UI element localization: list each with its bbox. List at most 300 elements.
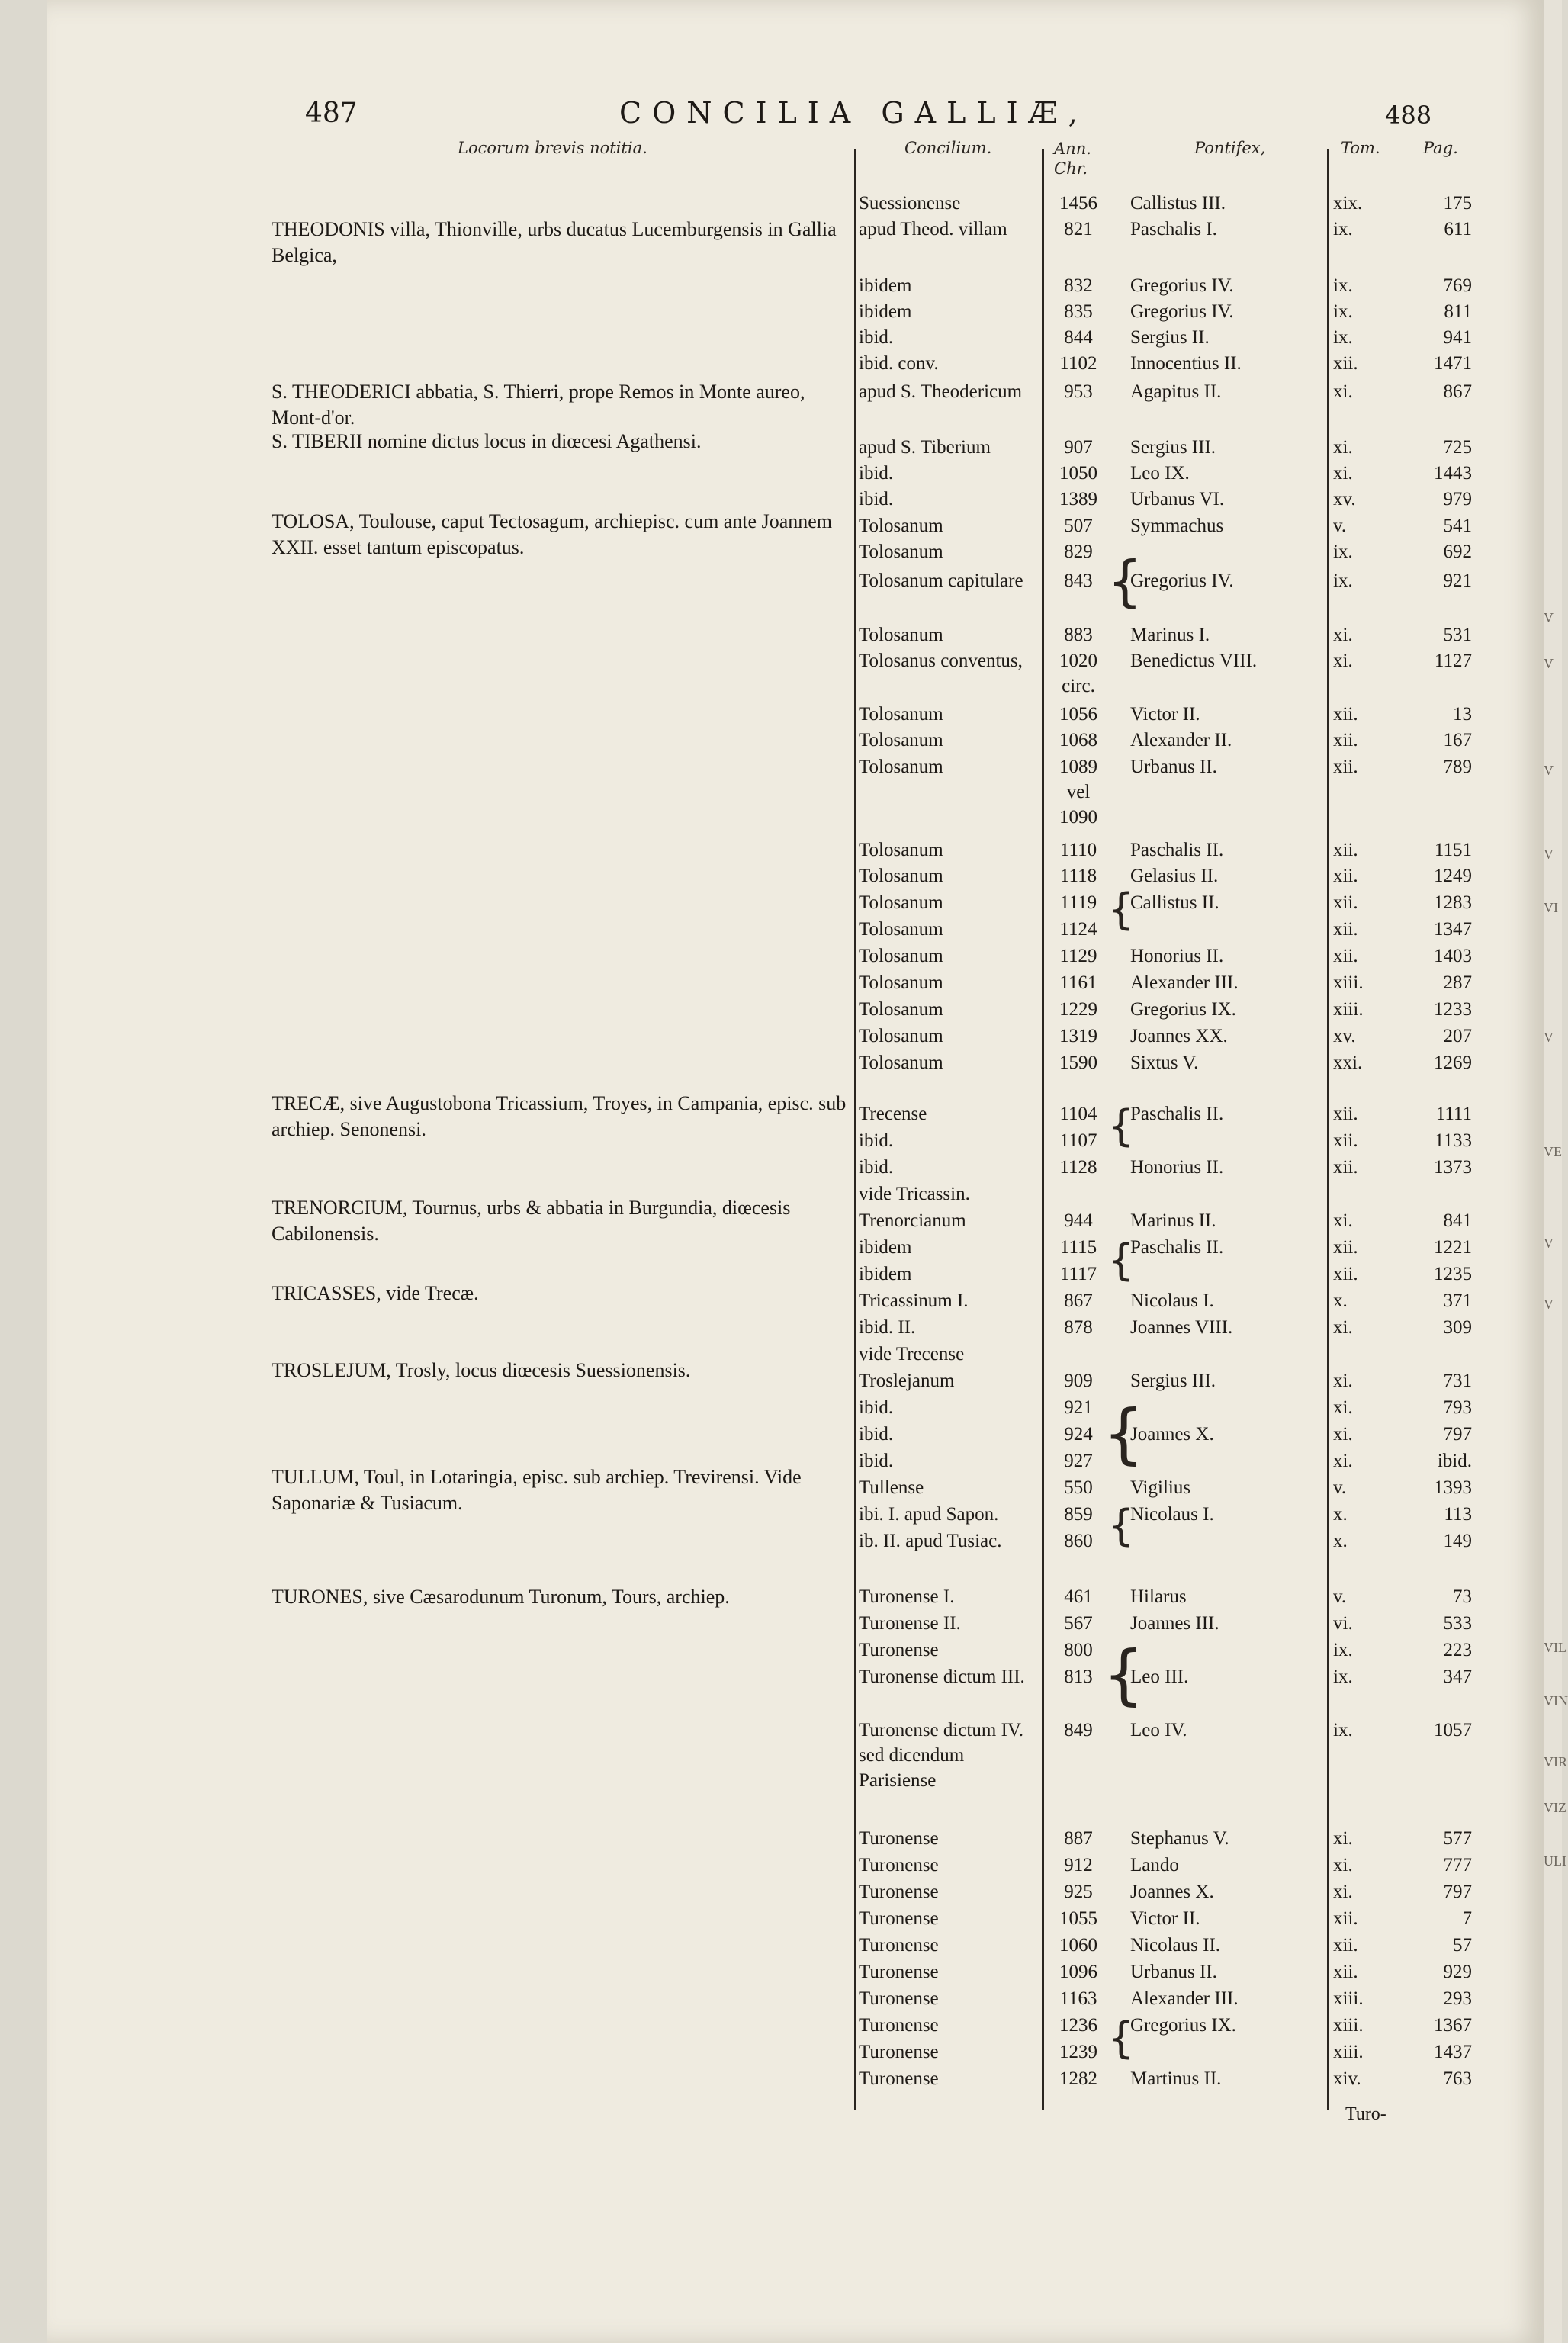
volume-cell: xv. xyxy=(1333,1026,1356,1046)
volume-cell: v. xyxy=(1333,1586,1347,1607)
pope-cell: Victor II. xyxy=(1130,704,1200,725)
pope-cell: Paschalis II. xyxy=(1130,840,1224,860)
page-cell: 1057 xyxy=(1434,1720,1472,1740)
concilium-cell: Trecense xyxy=(859,1104,927,1124)
year-cell: 1389 xyxy=(1059,489,1097,509)
pope-cell: Callistus II. xyxy=(1130,892,1219,913)
running-title: CONCILIA GALLIÆ, xyxy=(619,96,1088,130)
year-cell: 1590 xyxy=(1059,1053,1097,1073)
volume-cell: xii. xyxy=(1333,1962,1358,1982)
year-cell: 1117 xyxy=(1059,1264,1097,1284)
year-cell: 883 xyxy=(1064,625,1093,645)
location-entry: TOLOSA, Toulouse, caput Tectosagum, archiepisc. cum ante Joannem XXII. esset tantum episcopatus. xyxy=(272,510,833,558)
pope-cell: Symmachus xyxy=(1130,516,1224,536)
volume-cell: xiii. xyxy=(1333,2015,1364,2036)
facing-page-edge-mark: VE xyxy=(1544,1144,1562,1159)
concilium-cell: vide Tricassin. xyxy=(859,1184,970,1204)
concilium-cell: apud S. Theodericum xyxy=(859,381,1023,402)
book-page xyxy=(47,0,1544,2343)
year-cell: 1060 xyxy=(1059,1935,1097,1956)
pope-cell: Paschalis II. xyxy=(1130,1237,1224,1258)
page-cell: 1347 xyxy=(1434,919,1472,940)
concilium-cell: Turonense xyxy=(859,2015,939,2036)
pope-cell: Gregorius IV. xyxy=(1130,275,1234,296)
pope-cell: Leo III. xyxy=(1130,1666,1189,1687)
pope-cell: Joannes X. xyxy=(1130,1424,1214,1445)
pope-cell: Urbanus VI. xyxy=(1130,489,1225,509)
pope-cell: Honorius II. xyxy=(1130,1157,1224,1178)
volume-cell: xi. xyxy=(1333,437,1353,458)
volume-cell: xi. xyxy=(1333,1855,1353,1875)
facing-page-edge-mark: ULI xyxy=(1544,1853,1566,1869)
page-cell: 1233 xyxy=(1434,999,1472,1020)
pope-cell: Alexander III. xyxy=(1130,1988,1239,2009)
concilium-cell: Turonense xyxy=(859,1828,939,1849)
concilium-cell: Tolosanum xyxy=(859,866,943,886)
page-cell: 1111 xyxy=(1435,1104,1472,1124)
pope-cell: Vigilius xyxy=(1130,1477,1191,1498)
location-entry: S. TIBERII nomine dictus locus in diœcesi Agathensi. xyxy=(272,430,702,452)
concilium-cell: Tolosanum xyxy=(859,999,943,1020)
page-cell: 175 xyxy=(1443,193,1472,214)
year-cell: 843 xyxy=(1064,570,1093,591)
concilium-cell: Tolosanus conventus, xyxy=(859,651,1023,671)
year-cell: 1068 xyxy=(1059,730,1097,750)
pope-cell: Leo IX. xyxy=(1130,463,1190,484)
pope-cell: Sergius III. xyxy=(1130,1371,1216,1391)
facing-page-edge-mark: VIZ xyxy=(1544,1800,1566,1815)
col-header-concilium: Concilium. xyxy=(904,139,992,157)
concilium-cell: Tricassinum I. xyxy=(859,1290,969,1311)
concilium-cell: Turonense dictum III. xyxy=(859,1666,1025,1687)
page-cell: 867 xyxy=(1443,381,1472,402)
catchword: Turo- xyxy=(1345,2104,1386,2124)
concilium-cell: Turonense xyxy=(859,1640,939,1660)
page-cell: 293 xyxy=(1443,1988,1472,2009)
location-entry: TRICASSES, vide Trecæ. xyxy=(272,1282,479,1304)
page-cell: 57 xyxy=(1453,1935,1472,1956)
volume-cell: ix. xyxy=(1333,327,1353,348)
volume-cell: ix. xyxy=(1333,570,1353,591)
year-cell: 507 xyxy=(1064,516,1093,536)
volume-cell: xi. xyxy=(1333,1451,1353,1471)
page-cell: 1221 xyxy=(1434,1237,1472,1258)
brace-4: { xyxy=(1107,1236,1135,1285)
page-cell: 1367 xyxy=(1434,2015,1472,2036)
year-cell: 1239 xyxy=(1059,2042,1097,2062)
page-cell: 371 xyxy=(1443,1290,1472,1311)
pope-cell: Honorius II. xyxy=(1130,946,1224,966)
volume-cell: xii. xyxy=(1333,1908,1358,1929)
year-cell: 927 xyxy=(1064,1451,1093,1471)
page-cell: 841 xyxy=(1443,1210,1472,1231)
year-cell: 921 xyxy=(1064,1397,1093,1418)
concilium-cell: Turonense xyxy=(859,2068,939,2089)
location-entry: TRENORCIUM, Tournus, urbs & abbatia in Burgundia, diœcesis Cabilonensis. xyxy=(272,1197,791,1245)
concilium-cell: Turonense II. xyxy=(859,1613,961,1634)
pope-cell: Joannes XX. xyxy=(1130,1026,1228,1046)
concilium-cell: Trenorcianum xyxy=(859,1210,966,1231)
year-cell: 1056 xyxy=(1059,704,1097,725)
page-cell: 797 xyxy=(1443,1882,1472,1902)
volume-cell: xii. xyxy=(1333,1264,1358,1284)
pope-cell: Sixtus V. xyxy=(1130,1053,1199,1073)
facing-page-edge-mark: V xyxy=(1544,656,1554,671)
year-cell: 1456 xyxy=(1059,193,1097,214)
pope-cell: Innocentius II. xyxy=(1130,353,1242,374)
concilium-cell: ibid. conv. xyxy=(859,353,939,374)
year-cell: 909 xyxy=(1064,1371,1093,1391)
volume-cell: xxi. xyxy=(1333,1053,1363,1073)
concilium-cell: ibidem xyxy=(859,301,912,322)
volume-cell: ix. xyxy=(1333,542,1353,562)
page-cell: 929 xyxy=(1443,1962,1472,1982)
year-cell: 1229 xyxy=(1059,999,1097,1020)
volume-cell: xi. xyxy=(1333,1317,1353,1338)
volume-cell: ix. xyxy=(1333,1666,1353,1687)
pope-cell: Nicolaus I. xyxy=(1130,1504,1214,1525)
page-cell: 309 xyxy=(1443,1317,1472,1338)
page-cell: 1471 xyxy=(1434,353,1472,374)
concilium-cell: ibid. xyxy=(859,327,894,348)
concilium-cell: Turonense xyxy=(859,1908,939,1929)
page-cell: 797 xyxy=(1443,1424,1472,1445)
pope-cell: Callistus III. xyxy=(1130,193,1226,214)
volume-cell: x. xyxy=(1333,1531,1348,1551)
pope-cell: Paschalis II. xyxy=(1130,1104,1224,1124)
concilium-cell: Tolosanum xyxy=(859,892,943,913)
concilium-cell: ibid. xyxy=(859,1451,894,1471)
page-cell: 789 xyxy=(1443,757,1472,777)
page-cell: 207 xyxy=(1443,1026,1472,1046)
concilium-cell: ibidem xyxy=(859,1237,912,1258)
page-cell: 921 xyxy=(1443,570,1472,591)
brace-2: { xyxy=(1107,885,1135,934)
year-cell: 860 xyxy=(1064,1531,1093,1551)
page-cell: 533 xyxy=(1443,1613,1472,1634)
concilium-cell: ibid. xyxy=(859,489,894,509)
volume-cell: xi. xyxy=(1333,1424,1353,1445)
pope-cell: Stephanus V. xyxy=(1130,1828,1229,1849)
facing-page-edge-mark: VIL xyxy=(1544,1640,1566,1655)
pope-cell: Gregorius IV. xyxy=(1130,301,1234,322)
page-cell: 793 xyxy=(1443,1397,1472,1418)
concilium-cell: ib. II. apud Tusiac. xyxy=(859,1531,1002,1551)
page-cell: 979 xyxy=(1443,489,1472,509)
page-cell: 149 xyxy=(1443,1531,1472,1551)
volume-cell: xii. xyxy=(1333,1237,1358,1258)
pope-cell: Alexander III. xyxy=(1130,972,1239,993)
concilium-cell: ibid. xyxy=(859,1130,894,1151)
volume-cell: xii. xyxy=(1333,1104,1358,1124)
concilium-cell: Turonense xyxy=(859,1935,939,1956)
concilium-cell: Turonense xyxy=(859,1962,939,1982)
concilium-cell: Tolosanum capitulare xyxy=(859,570,1023,591)
brace-5: { xyxy=(1103,1396,1145,1472)
pope-cell: Lando xyxy=(1130,1855,1179,1875)
year-cell: 1319 xyxy=(1059,1026,1097,1046)
pope-cell: Leo IV. xyxy=(1130,1720,1187,1740)
year-cell: 461 xyxy=(1064,1586,1093,1607)
pope-cell: Victor II. xyxy=(1130,1908,1200,1929)
facing-page-edge-mark: VI xyxy=(1544,900,1558,915)
pope-cell: Benedictus VIII. xyxy=(1130,651,1258,671)
location-entry: S. THEODERICI abbatia, S. Thierri, prope Remos in Monte aureo, Mont-d'or. xyxy=(272,381,805,429)
year-cell: 1236 xyxy=(1059,2015,1097,2036)
concilium-cell: ibid. xyxy=(859,1397,894,1418)
column-rule-3 xyxy=(1327,149,1329,2110)
year-cell: 953 xyxy=(1064,381,1093,402)
facing-page-edge-mark: V xyxy=(1544,610,1554,625)
location-entry: TROSLEJUM, Trosly, locus diœcesis Suessionensis. xyxy=(272,1359,691,1381)
volume-cell: xii. xyxy=(1333,840,1358,860)
year-cell: 829 xyxy=(1064,542,1093,562)
pope-cell: Sergius III. xyxy=(1130,437,1216,458)
concilium-cell: Tullense xyxy=(859,1477,924,1498)
facing-page-edge-mark: VIR xyxy=(1544,1754,1567,1769)
page-cell: 731 xyxy=(1443,1371,1472,1391)
year-cell: 1110 xyxy=(1059,840,1097,860)
page-cell: 1437 xyxy=(1434,2042,1472,2062)
page-cell: 1443 xyxy=(1434,463,1472,484)
year-cell: 925 xyxy=(1064,1882,1093,1902)
year-cell: 567 xyxy=(1064,1613,1093,1634)
volume-cell: xii. xyxy=(1333,892,1358,913)
year-cell: 1115 xyxy=(1059,1237,1097,1258)
page-cell: 7 xyxy=(1462,1908,1472,1929)
concilium-cell: Tolosanum xyxy=(859,625,943,645)
volume-cell: xiii. xyxy=(1333,999,1364,1020)
facing-page-edge-mark: V xyxy=(1544,1297,1554,1312)
year-cell: 1129 xyxy=(1059,946,1097,966)
year-cell: 821 xyxy=(1064,219,1093,239)
page-cell: 577 xyxy=(1443,1828,1472,1849)
year-cell: 835 xyxy=(1064,301,1093,322)
concilium-cell: Turonense xyxy=(859,1855,939,1875)
page-cell: 725 xyxy=(1443,437,1472,458)
facing-page-edge-mark: VIN xyxy=(1544,1693,1568,1708)
volume-cell: xix. xyxy=(1333,193,1363,214)
year-cell: 867 xyxy=(1064,1290,1093,1311)
page-cell: 531 xyxy=(1443,625,1472,645)
volume-cell: xi. xyxy=(1333,651,1353,671)
year-cell: 1050 xyxy=(1059,463,1097,484)
pope-cell: Nicolaus II. xyxy=(1130,1935,1221,1956)
page-cell: 692 xyxy=(1443,542,1472,562)
concilium-cell: Turonense xyxy=(859,1988,939,2009)
page-cell: 1393 xyxy=(1434,1477,1472,1498)
pope-cell: Marinus I. xyxy=(1130,625,1210,645)
volume-cell: xiii. xyxy=(1333,972,1364,993)
concilium-cell: Tolosanum xyxy=(859,757,943,777)
page-cell: 941 xyxy=(1443,327,1472,348)
year-cell: 550 xyxy=(1064,1477,1093,1498)
page-cell: 1127 xyxy=(1434,651,1472,671)
pope-cell: Gelasius II. xyxy=(1130,866,1219,886)
volume-cell: xiv. xyxy=(1333,2068,1361,2089)
pope-cell: Gregorius IX. xyxy=(1130,2015,1236,2036)
concilium-cell: Troslejanum xyxy=(859,1371,955,1391)
volume-cell: xii. xyxy=(1333,757,1358,777)
page-cell: 811 xyxy=(1444,301,1472,322)
year-cell: 1104 xyxy=(1059,1104,1097,1124)
brace-3: { xyxy=(1107,1101,1135,1151)
page-cell: 1283 xyxy=(1434,892,1472,913)
year-cell: 832 xyxy=(1064,275,1093,296)
volume-cell: xi. xyxy=(1333,1397,1353,1418)
page-cell: 1373 xyxy=(1434,1157,1472,1178)
brace-7: { xyxy=(1103,1637,1145,1713)
concilium-cell: Turonense xyxy=(859,1882,939,1902)
volume-cell: ix. xyxy=(1333,1640,1353,1660)
pope-cell: Nicolaus I. xyxy=(1130,1290,1214,1311)
volume-cell: xii. xyxy=(1333,353,1358,374)
year-cell: 800 xyxy=(1064,1640,1093,1660)
concilium-cell: ibid. xyxy=(859,463,894,484)
pope-cell: Martinus II. xyxy=(1130,2068,1222,2089)
year-cell: 1128 xyxy=(1059,1157,1097,1178)
concilium-cell: Tolosanum xyxy=(859,542,943,562)
concilium-cell: ibi. I. apud Sapon. xyxy=(859,1504,999,1525)
facing-page-edge-mark: V xyxy=(1544,1030,1554,1045)
year-cell: 907 xyxy=(1064,437,1093,458)
year-cell: 912 xyxy=(1064,1855,1093,1875)
page-cell: 13 xyxy=(1453,704,1472,725)
volume-cell: ix. xyxy=(1333,301,1353,322)
col-header-locorum: Locorum brevis notitia. xyxy=(458,139,647,157)
concilium-cell: Tolosanum xyxy=(859,1053,943,1073)
year-cell: 1102 xyxy=(1059,353,1097,374)
page-cell: 1269 xyxy=(1434,1053,1472,1073)
concilium-cell: Tolosanum xyxy=(859,704,943,725)
concilium-cell: apud Theod. villam xyxy=(859,219,1007,239)
volume-cell: v. xyxy=(1333,516,1347,536)
year-cell: 924 xyxy=(1064,1424,1093,1445)
volume-cell: xi. xyxy=(1333,463,1353,484)
volume-cell: xiii. xyxy=(1333,1988,1364,2009)
page-cell: 1249 xyxy=(1434,866,1472,886)
volume-cell: xi. xyxy=(1333,625,1353,645)
volume-cell: ix. xyxy=(1333,1720,1353,1740)
pope-cell: Gregorius IV. xyxy=(1130,570,1234,591)
col-header-tomus: Tom. xyxy=(1341,139,1380,157)
concilium-cell: Turonense I. xyxy=(859,1586,955,1607)
concilium-cell: Tolosanum xyxy=(859,1026,943,1046)
year-cell: 849 xyxy=(1064,1720,1093,1740)
concilium-cell: Tolosanum xyxy=(859,972,943,993)
brace-1: { xyxy=(1107,549,1142,613)
location-entry: TRECÆ, sive Augustobona Tricassium, Troyes, in Campania, episc. sub archiep. Senonensi. xyxy=(272,1092,847,1140)
brace-8: { xyxy=(1107,2014,1135,2063)
page-cell: 769 xyxy=(1443,275,1472,296)
concilium-cell: ibidem xyxy=(859,1264,912,1284)
concilium-cell: Tolosanum xyxy=(859,840,943,860)
year-cell: 1020 circ. xyxy=(1059,651,1097,696)
volume-cell: xi. xyxy=(1333,1828,1353,1849)
facing-page-edge-mark: V xyxy=(1544,1236,1554,1251)
page-cell: 777 xyxy=(1443,1855,1472,1875)
concilium-cell: ibid. xyxy=(859,1157,894,1178)
facing-page-edge-mark: V xyxy=(1544,763,1554,778)
concilium-cell: Tolosanum xyxy=(859,919,943,940)
pope-cell: Gregorius IX. xyxy=(1130,999,1236,1020)
brace-6: { xyxy=(1107,1501,1135,1551)
year-cell: 1096 xyxy=(1059,1962,1097,1982)
pope-cell: Joannes X. xyxy=(1130,1882,1214,1902)
volume-cell: xi. xyxy=(1333,381,1353,402)
year-cell: 1161 xyxy=(1059,972,1097,993)
page-cell: ibid. xyxy=(1437,1451,1472,1471)
pope-cell: Joannes VIII. xyxy=(1130,1317,1233,1338)
volume-cell: xii. xyxy=(1333,1157,1358,1178)
volume-cell: ix. xyxy=(1333,219,1353,239)
year-cell: 944 xyxy=(1064,1210,1093,1231)
volume-cell: xv. xyxy=(1333,489,1356,509)
volume-cell: xii. xyxy=(1333,704,1358,725)
volume-cell: xi. xyxy=(1333,1371,1353,1391)
pope-cell: Sergius II. xyxy=(1130,327,1210,348)
col-header-annus: Ann. Chr. xyxy=(1054,140,1091,178)
year-cell: 859 xyxy=(1064,1504,1093,1525)
volume-cell: xi. xyxy=(1333,1210,1353,1231)
concilium-cell: Tolosanum xyxy=(859,730,943,750)
year-cell: 887 xyxy=(1064,1828,1093,1849)
volume-cell: ix. xyxy=(1333,275,1353,296)
page-cell: 611 xyxy=(1444,219,1472,239)
year-cell: 813 xyxy=(1064,1666,1093,1687)
year-cell: 878 xyxy=(1064,1317,1093,1338)
concilium-cell: Suessionense xyxy=(859,193,961,214)
year-cell: 1055 xyxy=(1059,1908,1097,1929)
location-entry: TURONES, sive Cæsarodunum Turonum, Tours, archiep. xyxy=(272,1586,730,1608)
page-cell: 167 xyxy=(1443,730,1472,750)
page-cell: 1151 xyxy=(1434,840,1472,860)
volume-cell: xii. xyxy=(1333,866,1358,886)
year-cell: 1163 xyxy=(1059,1988,1097,2009)
page-cell: 287 xyxy=(1443,972,1472,993)
col-header-pontifex: Pontifex, xyxy=(1194,139,1266,157)
volume-cell: xii. xyxy=(1333,946,1358,966)
concilium-cell: Turonense dictum IV. sed dicendum Parisiense xyxy=(859,1720,1023,1791)
year-cell: 844 xyxy=(1064,327,1093,348)
page-cell: 223 xyxy=(1443,1640,1472,1660)
concilium-cell: vide Trecense xyxy=(859,1344,965,1364)
left-page-number: 487 xyxy=(305,98,358,129)
concilium-cell: Tolosanum xyxy=(859,516,943,536)
facing-page-edge-mark: V xyxy=(1544,847,1554,862)
page-cell: 1403 xyxy=(1434,946,1472,966)
year-cell: 1124 xyxy=(1059,919,1097,940)
concilium-cell: Tolosanum xyxy=(859,946,943,966)
volume-cell: v. xyxy=(1333,1477,1347,1498)
page-header xyxy=(0,90,1562,136)
page-cell: 1235 xyxy=(1434,1264,1472,1284)
pope-cell: Marinus II. xyxy=(1130,1210,1216,1231)
pope-cell: Alexander II. xyxy=(1130,730,1232,750)
concilium-cell: ibid. II. xyxy=(859,1317,916,1338)
location-entry: TULLUM, Toul, in Lotaringia, episc. sub archiep. Trevirensi. Vide Saponariæ & Tusiacum. xyxy=(272,1466,802,1514)
volume-cell: xii. xyxy=(1333,919,1358,940)
year-cell: 1118 xyxy=(1059,866,1097,886)
year-cell: 1119 xyxy=(1059,892,1097,913)
right-page-number: 488 xyxy=(1385,101,1432,130)
concilium-cell: Turonense xyxy=(859,2042,939,2062)
volume-cell: xiii. xyxy=(1333,2042,1364,2062)
year-cell: 1089 vel 1090 xyxy=(1059,757,1097,828)
year-cell: 1107 xyxy=(1059,1130,1097,1151)
year-cell: 1282 xyxy=(1059,2068,1097,2089)
page-cell: 73 xyxy=(1453,1586,1472,1607)
